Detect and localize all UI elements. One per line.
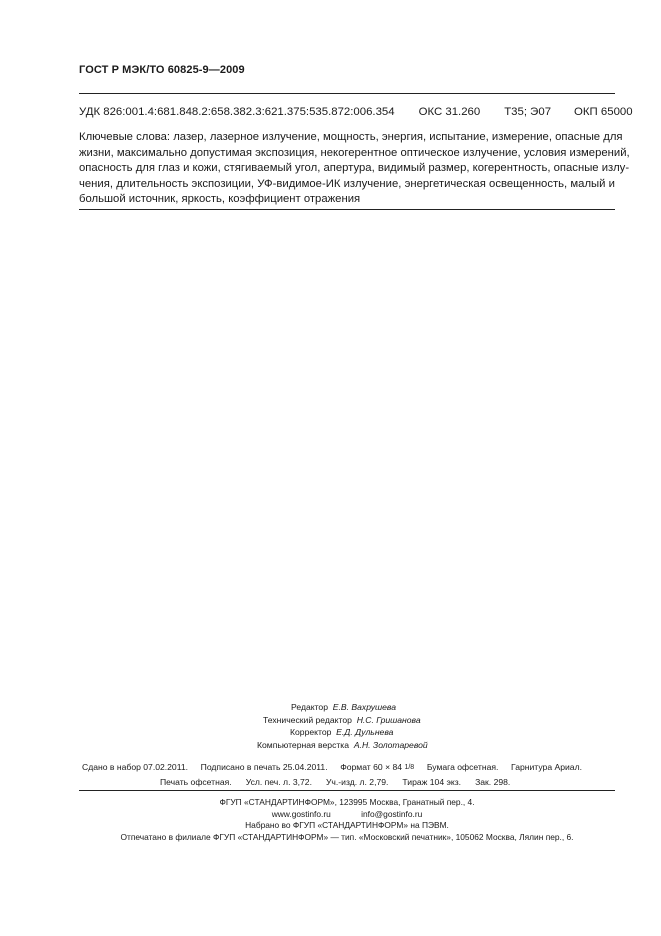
- print-run: Тираж 104 экз.: [402, 777, 462, 787]
- okp-code: ОКП 65000: [574, 106, 633, 118]
- t-code: Т35; Э07: [504, 106, 552, 118]
- font-type: Гарнитура Ариал.: [511, 762, 582, 772]
- bottom-divider: [79, 790, 615, 791]
- keywords-line: Ключевые слова: лазер, лазерное излучение, мощность, энергия, испытание, измерение, опасные для: [79, 131, 623, 143]
- publication-row: [82, 775, 582, 790]
- keywords-divider: [79, 209, 615, 210]
- publisher-sheets: Уч.-изд. л. 2,79.: [325, 777, 389, 787]
- format-fraction: 1/8: [404, 763, 415, 771]
- top-divider: [79, 93, 615, 94]
- website-link: www.gostinfo.ru: [271, 808, 331, 819]
- tech-editor-credit: Технический редактор Н.С. Гришанова: [263, 714, 421, 725]
- typeset-note: Набрано во ФГУП «СТАНДАРТИНФОРМ» на ПЭВМ.: [245, 820, 449, 831]
- udk-code: УДК 826:001.4:681.848.2:658.382.3:621.375:535.872:006.354: [79, 106, 395, 118]
- corrector-name: Е.Д. Дульнева: [336, 727, 394, 738]
- organization-info: [79, 797, 615, 843]
- keywords-line: чения, длительность экспозиции, УФ-видимое-ИК излучение, энергетическая освещенность, малый и: [79, 177, 615, 190]
- keywords-line: опасность для глаз и кожи, стягиваемый угол, апертура, видимый размер, когерентность, опасные излу-: [79, 162, 630, 175]
- layout-name: А.Н. Золотаревой: [353, 739, 428, 750]
- document-header: ГОСТ Р МЭК/ТО 60825-9—2009: [79, 64, 245, 76]
- print-sheets: Усл. печ. л. 3,72.: [245, 777, 312, 787]
- keywords-line: жизни, максимально допустимая экспозиция, некогерентное оптическое излучение, условия измерений,: [79, 146, 630, 159]
- oks-code: ОКС 31.260: [418, 106, 481, 118]
- tech-editor-name: Н.С. Гришанова: [356, 714, 421, 725]
- order-number: Зак. 298.: [475, 777, 511, 787]
- keywords-line: большой источник, яркость, коэффициент отражения: [79, 193, 361, 206]
- editor-name: Е.В. Вахрушева: [332, 702, 396, 712]
- signed-date: Подписано в печать 25.04.2011.: [200, 762, 328, 772]
- classification-line: [79, 106, 633, 118]
- org-address: ФГУП «СТАНДАРТИНФОРМ», 123995 Москва, Гранатный пер., 4.: [219, 797, 475, 807]
- layout-credit: Компьютерная верстка А.Н. Золотаревой: [257, 739, 428, 750]
- credits-block: [230, 701, 510, 751]
- email-link: info@gostinfo.ru: [361, 808, 423, 819]
- org-contacts: [79, 809, 615, 821]
- editor-credit: Редактор Е.В. Вахрушева: [291, 702, 396, 712]
- printed-note: Отпечатано в филиале ФГУП «СТАНДАРТИНФОРМ» — тип. «Московский печатник», 105062 Москва, Лялин пер., 6.: [120, 831, 574, 842]
- print-type: Печать офсетная.: [160, 777, 232, 787]
- keywords-block: [79, 130, 630, 208]
- print-format: Формат 60 × 84 1/8: [340, 762, 415, 772]
- publication-info: [82, 760, 582, 790]
- sent-date: Сдано в набор 07.02.2011.: [82, 762, 189, 772]
- corrector-credit: Корректор Е.Д. Дульнева: [290, 727, 394, 738]
- paper-type: Бумага офсетная.: [426, 762, 499, 772]
- publication-row: [82, 760, 582, 775]
